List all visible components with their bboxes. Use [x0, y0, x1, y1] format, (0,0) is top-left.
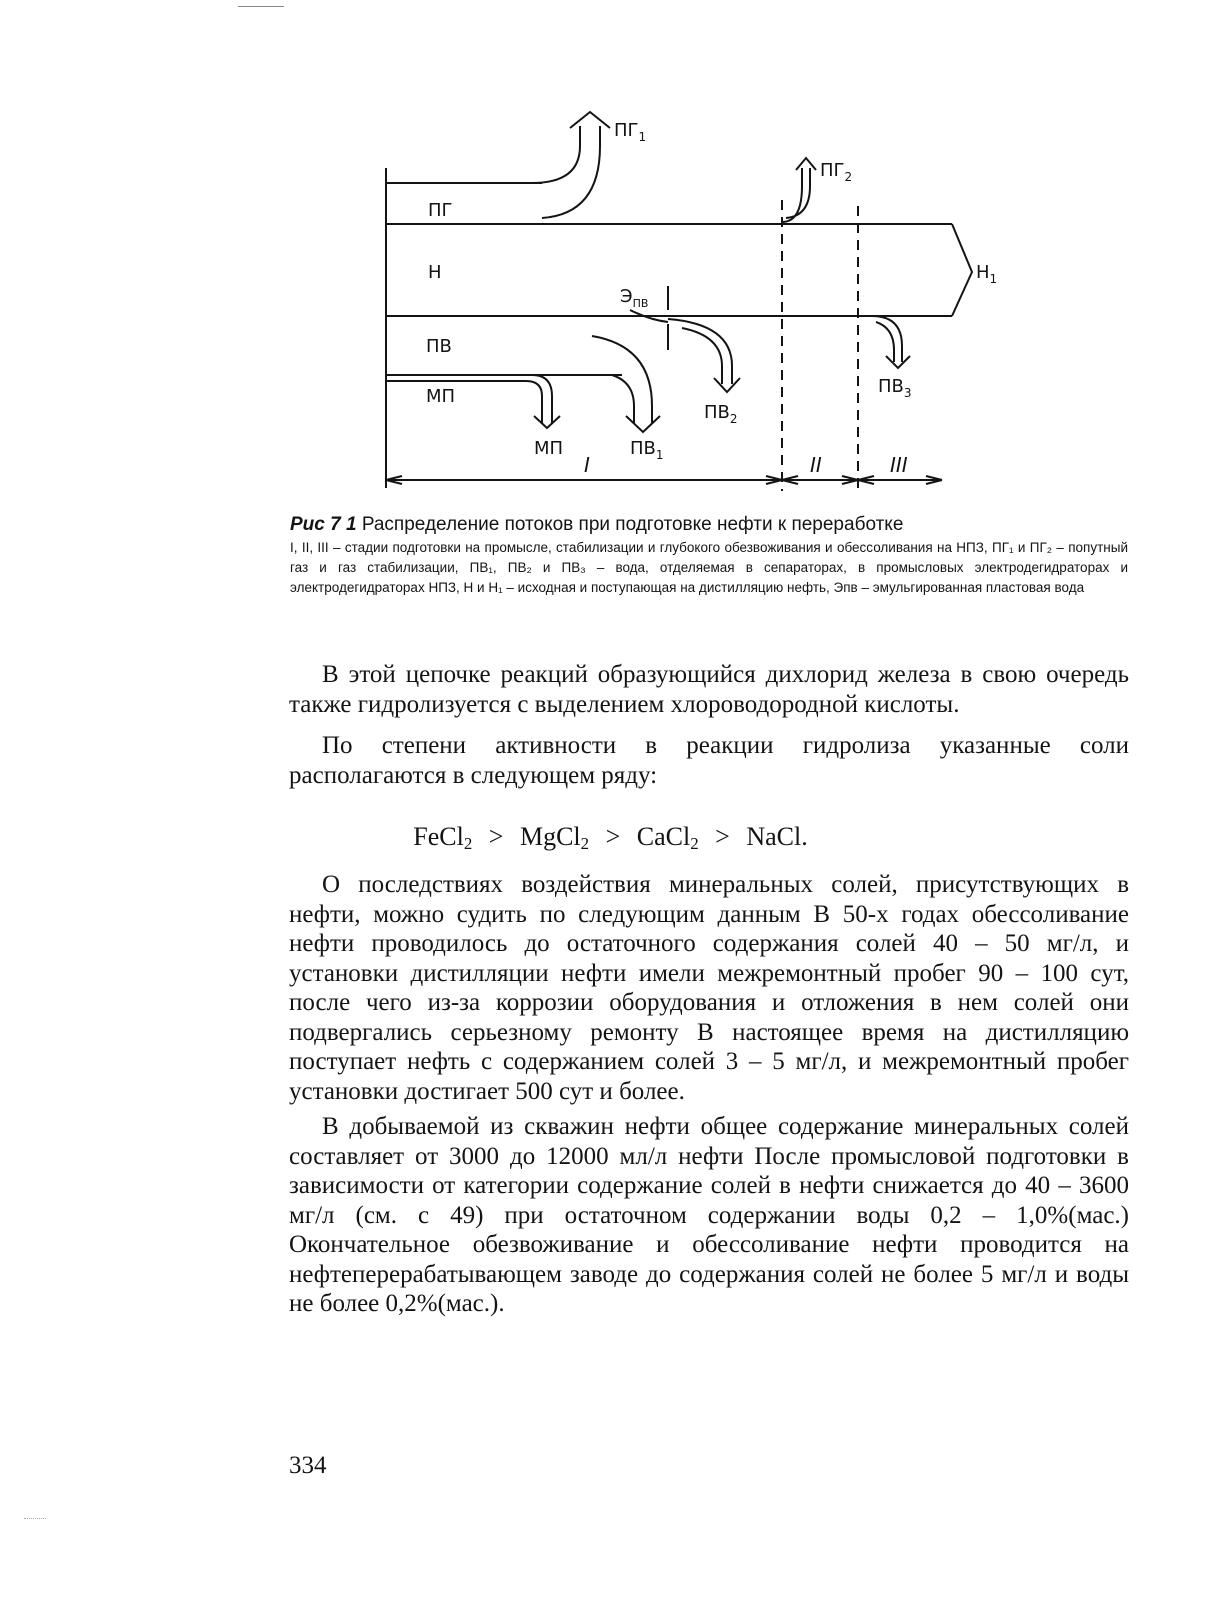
label-n1: $Н_1$	[976, 262, 998, 286]
caption-title-line	[290, 514, 1128, 536]
label-stage-2: II	[810, 453, 822, 477]
label-pv3: $ПВ_3$	[878, 376, 912, 400]
oil-exit-arrow	[952, 224, 972, 316]
pv1-arrowhead	[626, 416, 660, 432]
label-mp-bottom: МП	[534, 438, 564, 459]
scan-marks	[24, 1518, 46, 1519]
pv3-arrowhead	[886, 356, 910, 368]
pv3-flow-inner	[876, 322, 894, 362]
label-pv1: $ПВ_1$	[630, 438, 664, 462]
salt-activity-formula: FeCl$_2$ > MgCl$_2$ > CaCl$_2$ > NaCl.	[413, 822, 808, 854]
flow-diagram	[382, 106, 1002, 498]
mp-flow-inner	[386, 381, 542, 424]
figure-number: Рис 7 1	[290, 514, 357, 535]
pg1-flow-outer	[532, 126, 580, 183]
paragraph: В этой цепочке реакций образующийся дихлорид железа в свою очередь также гидролизуется с выделением хлороводородной кислоты.	[289, 661, 1129, 718]
paragraph: О последствиях воздействия минеральных солей, присутствующих в нефти, можно судить по следующим данным В 50-х годах обессоливание нефти проводилось до остаточного содержания солей 40 – 50 мг/л, и установки дистилляции нефти имели межремонтный пробег 90 – 100 сут, после чего из-за коррозии оборудования и отложения в нем солей они подвергались серьезному ремонту В настоящее время на дистилляцию поступает нефть с содержанием солей 3 – 5 мг/л, и межремонтный пробег установки достигает 500 сут и более.	[289, 871, 1129, 1105]
body-text-top	[289, 660, 1129, 790]
page-number: 334	[289, 1452, 327, 1479]
label-pg2: $ПГ_2$	[820, 160, 853, 184]
body-text-bottom	[289, 870, 1129, 1319]
label-stage-1: I	[584, 453, 590, 477]
figure-caption	[290, 514, 1128, 598]
paragraph: В добываемой из скважин нефти общее содержание минеральных солей составляет от 3000 до 12000 мл/л нефти После промысловой подготовки в зависимости от категории содержание солей в нефти снижается до 40 – 3600 мг/л (см. с 49) при остаточном содержании воды 0,2 – 1,0%(мас.) Окончательное обезвоживание и обессоливание нефти проводится на нефтеперерабатывающем заводе до содержания солей не более 5 мг/л и воды не более 0,2%(мас.).	[289, 1113, 1129, 1317]
label-pg1: $ПГ_1$	[614, 120, 647, 144]
label-pv: ПВ	[426, 336, 452, 357]
paragraph: По степени активности в реакции гидролиза указанные соли располагаются в следующем ряду:	[289, 732, 1129, 789]
pv1-flow-inner	[612, 375, 634, 424]
mp-flow-outer	[386, 375, 552, 424]
pv2-flow-inner	[682, 328, 722, 384]
label-pg: ПГ	[428, 200, 453, 221]
pv2-arrowhead	[714, 378, 740, 392]
pv3-flow-outer	[782, 316, 902, 362]
pg1-arrowhead	[570, 112, 610, 128]
label-pv2: $ПВ_2$	[704, 402, 738, 426]
top-rule	[238, 6, 284, 7]
caption-legend: I, II, III – стадии подготовки на промысле, стабилизации и глубокого обезвоживания и обессоливания на НПЗ, ПГ₁ и ПГ₂ – попутный газ и газ стабилизации, ПВ₁, ПВ₂ и ПВ₃ – вода, отделяемая в сепараторах, в промысловых электродегидраторах и электродегидраторах НПЗ, Н и Н₁ – исходная и поступающая на дистилляцию нефть, Эпв – эмульгированная пластовая вода	[290, 540, 1128, 595]
label-mp-left: МП	[426, 386, 456, 407]
label-n: Н	[428, 262, 442, 283]
label-stage-3: III	[890, 453, 908, 477]
label-epv: $Э_{ПВ}$	[620, 286, 649, 310]
pg2-arrowhead	[796, 158, 816, 170]
mp-arrowhead	[534, 416, 560, 428]
caption-title: Распределение потоков при подготовке нефти к переработке	[361, 514, 904, 535]
